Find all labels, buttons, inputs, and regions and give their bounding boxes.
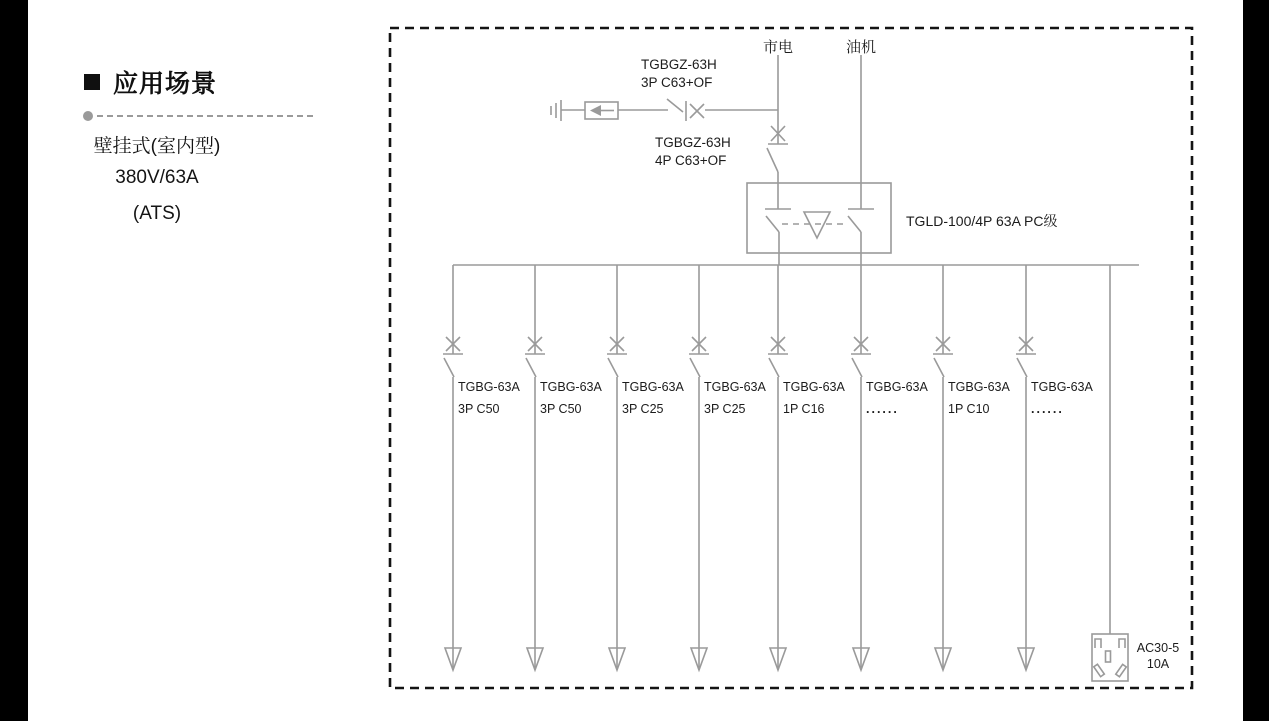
- ats-actuator-triangle-icon: [804, 212, 830, 238]
- section-title: 应用场景: [113, 70, 218, 98]
- transfer-breaker-label: [655, 134, 731, 170]
- branch-feeder-1: [443, 265, 463, 670]
- branch-label-6: TGBG-63A ......: [866, 380, 928, 416]
- branch-feeder-2: [525, 265, 545, 670]
- branch-label-3: TGBG-63A 3P C25: [622, 380, 684, 416]
- branch-label-7: TGBG-63A 1P C10: [948, 380, 1010, 416]
- branch-feeder-7: [933, 265, 953, 670]
- branch-feeder-3: [607, 265, 627, 670]
- ats-switch-box: [747, 183, 891, 265]
- spec-line-rating: 380V/63A: [115, 167, 199, 188]
- generator-source-label: 油机: [846, 39, 877, 56]
- branch-label-8: TGBG-63A ......: [1031, 380, 1093, 416]
- diagram-dashed-border: [390, 28, 1192, 688]
- socket-label: [1130, 640, 1186, 672]
- mains-source-label: 市电: [763, 39, 794, 56]
- branch-feeder-8: [1016, 265, 1036, 670]
- spec-line-mounting: 壁挂式(室内型): [93, 136, 221, 157]
- branch-label-4: TGBG-63A 3P C25: [704, 380, 766, 416]
- branch-feeder-6: [851, 265, 871, 670]
- socket-rating: 10A: [1146, 657, 1170, 671]
- transfer-breaker-model: TGBGZ-63H: [655, 135, 731, 150]
- transfer-breaker-spec: 4P C63+OF: [655, 153, 727, 168]
- branch-feeder-4: [689, 265, 709, 670]
- spd-breaker-label: [641, 56, 717, 92]
- branch-feeder-5: [768, 265, 788, 670]
- spd-breaker-model: TGBGZ-63H: [641, 57, 717, 72]
- branch-label-2: TGBG-63A 3P C50: [540, 380, 602, 416]
- branch-label-5: TGBG-63A 1P C16: [783, 380, 845, 416]
- mains-feeder-line: [767, 55, 788, 209]
- ats-model-label: TGLD-100/4P 63A PC级: [906, 213, 1058, 229]
- spec-line-ats: (ATS): [132, 203, 182, 224]
- spd-breaker-spec: 3P C63+OF: [641, 75, 713, 90]
- spd-branch: [551, 99, 778, 121]
- socket-model: AC30-5: [1136, 641, 1180, 655]
- socket-symbol-icon: [1092, 634, 1128, 681]
- branch-label-1: TGBG-63A 3P C50: [458, 380, 520, 416]
